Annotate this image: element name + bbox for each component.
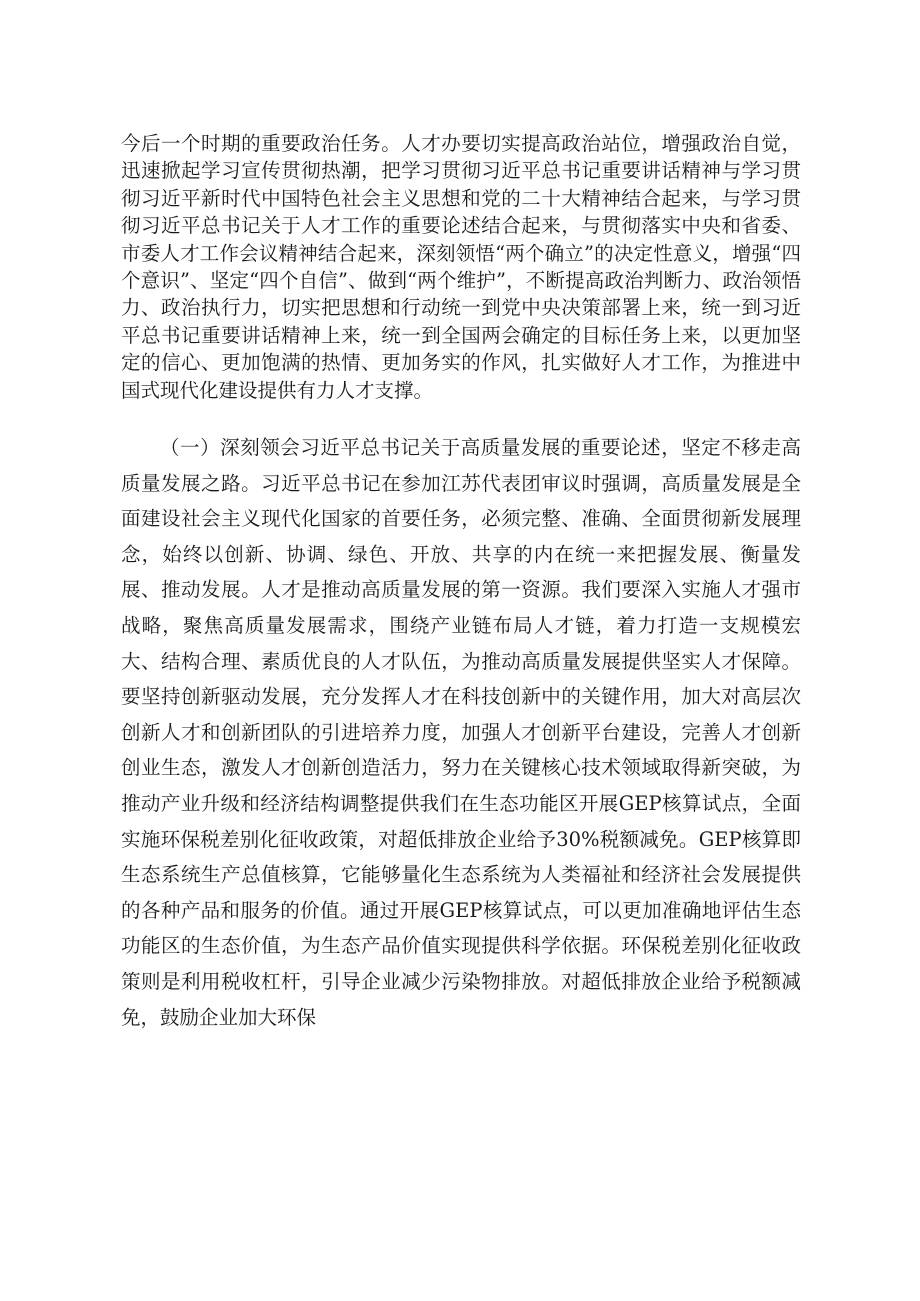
- paragraph-political-tasks: 今后一个时期的重要政治任务。人才办要切实提高政治站位，增强政治自觉，迅速掀起学习宣传贯彻热潮，把学习贯彻习近平总书记重要讲话精神与学习贯彻习近平新时代中国特色社会主义思想和党的二十大精神结合起来，与学习贯彻习近平总书记关于人才工作的重要论述结合起来，与贯彻落实中央和省委、市委人才工作会议精神结合起来，深刻领悟“两个确立”的决定性意义，增强“四个意识”、坚定“四个自信”、做到“两个维护”，不断提高政治判断力、政治领悟力、政治执行力，切实把思想和行动统一到党中央决策部署上来，统一到习近平总书记重要讲话精神上来，统一到全国两会确定的目标任务上来，以更加坚定的信心、更加饱满的热情、更加务实的作风，扎实做好人才工作，为推进中国式现代化建设提供有力人才支撑。: [121, 132, 801, 402]
- paragraph-high-quality-development: （一）深刻领会习近平总书记关于高质量发展的重要论述，坚定不移走高质量发展之路。习近平总书记在参加江苏代表团审议时强调，高质量发展是全面建设社会主义现代化国家的首要任务，必须完整、准确、全面贯彻新发展理念，始终以创新、协调、绿色、开放、共享的内在统一来把握发展、衡量发展、推动发展。人才是推动高质量发展的第一资源。我们要深入实施人才强市战略，聚焦高质量发展需求，围绕产业链布局人才链，着力打造一支规模宏大、结构合理、素质优良的人才队伍，为推动高质量发展提供坚实人才保障。要坚持创新驱动发展，充分发挥人才在科技创新中的关键作用，加大对高层次创新人才和创新团队的引进培养力度，加强人才创新平台建设，完善人才创新创业生态，激发人才创新创造活力，努力在关键核心技术领域取得新突破，为推动产业升级和经济结构调整提供我们在生态功能区开展GEP核算试点，全面实施环保税差别化征收政策，对超低排放企业给予30%税额减免。GEP核算即生态系统生产总值核算，它能够量化生态系统为人类福祉和经济社会发展提供的各种产品和服务的价值。通过开展GEP核算试点，可以更加准确地评估生态功能区的生态价值，为生态产品价值实现提供科学依据。环保税差别化征收政策则是利用税收杠杆，引导企业减少污染物排放。对超低排放企业给予税额减免，鼓励企业加大环保: [121, 436, 801, 1029]
